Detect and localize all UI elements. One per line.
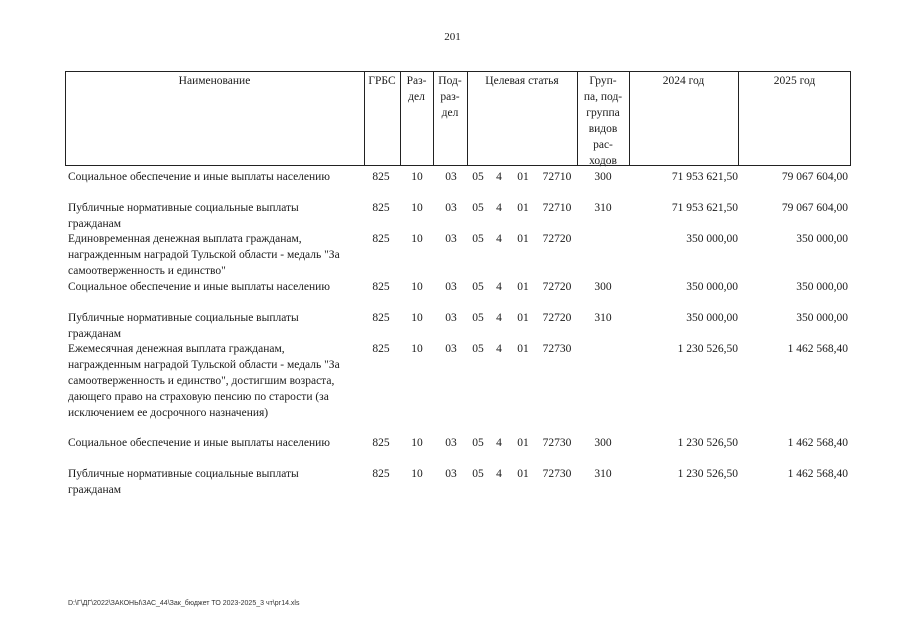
- header-year-2024: 2024 год: [662, 75, 705, 87]
- row-target-1: 05: [472, 343, 484, 355]
- row-razdel: 10: [411, 281, 423, 293]
- row-amount-2024: 350 000,00: [686, 312, 738, 324]
- header-group: [577, 73, 629, 169]
- row-target-1: 05: [472, 437, 484, 449]
- row-target-3: 01: [517, 437, 529, 449]
- row-razdel: 10: [411, 468, 423, 480]
- row-grbs: 825: [372, 233, 390, 245]
- row-podrazdel: 03: [445, 468, 457, 480]
- row-amount-2024: 1 230 526,50: [677, 468, 738, 480]
- row-name-line: самоотверженность и единство": [68, 265, 226, 277]
- header-podrazdel-line: раз-: [440, 91, 460, 103]
- row-podrazdel: 03: [445, 312, 457, 324]
- row-target-3: 01: [517, 233, 529, 245]
- row-name-line: Социальное обеспечение и иные выплаты населению: [68, 281, 330, 293]
- row-name-line: Социальное обеспечение и иные выплаты населению: [68, 171, 330, 183]
- header-razdel-line: Раз-: [406, 75, 427, 87]
- row-group: 300: [594, 437, 612, 449]
- header-razdel: [400, 73, 433, 105]
- header-podrazdel-line: Под-: [438, 75, 462, 87]
- row-grbs: 825: [372, 437, 390, 449]
- row-name-line: дающего право на страховую пенсию по старости (за: [68, 391, 329, 403]
- row-podrazdel: 03: [445, 202, 457, 214]
- row-name-line: Единовременная денежная выплата гражданам,: [68, 233, 302, 245]
- row-grbs: 825: [372, 202, 390, 214]
- row-target-1: 05: [472, 202, 484, 214]
- row-target-1: 05: [472, 312, 484, 324]
- header-grbs: ГРБС: [368, 75, 396, 87]
- row-name: [68, 200, 358, 232]
- row-razdel: 10: [411, 233, 423, 245]
- row-name: [68, 279, 358, 295]
- row-amount-2025: 1 462 568,40: [787, 437, 848, 449]
- row-target-2: 4: [496, 437, 502, 449]
- row-target-2: 4: [496, 312, 502, 324]
- row-name-line: гражданам: [68, 484, 122, 496]
- header-group-line: видов: [588, 123, 618, 135]
- row-razdel: 10: [411, 202, 423, 214]
- row-target-1: 05: [472, 468, 484, 480]
- row-amount-2024: 350 000,00: [686, 281, 738, 293]
- row-target-4: 72710: [542, 171, 572, 183]
- row-name-line: гражданам: [68, 218, 122, 230]
- row-podrazdel: 03: [445, 171, 457, 183]
- row-razdel: 10: [411, 312, 423, 324]
- header-podrazdel: [433, 73, 467, 121]
- row-target-4: 72720: [542, 312, 572, 324]
- row-name: [68, 310, 358, 342]
- row-name-line: гражданам: [68, 328, 122, 340]
- row-target-4: 72720: [542, 233, 572, 245]
- row-name-line: Ежемесячная денежная выплата гражданам,: [68, 343, 285, 355]
- row-target-1: 05: [472, 281, 484, 293]
- header-group-line: Груп-: [589, 75, 617, 87]
- header-razdel-line: дел: [408, 91, 425, 103]
- header-group-line: па, под-: [583, 91, 623, 103]
- row-target-4: 72730: [542, 468, 572, 480]
- row-amount-2025: 79 067 604,00: [781, 171, 848, 183]
- row-target-3: 01: [517, 468, 529, 480]
- row-target-3: 01: [517, 312, 529, 324]
- row-name-line: исключением ее досрочного назначения): [68, 407, 269, 419]
- row-name: [68, 169, 358, 185]
- row-name-line: Публичные нормативные социальные выплаты: [68, 202, 299, 214]
- row-group: 310: [594, 312, 612, 324]
- row-amount-2024: 1 230 526,50: [677, 437, 738, 449]
- header-group-line: рас-: [593, 139, 613, 151]
- row-grbs: 825: [372, 171, 390, 183]
- row-name-line: награжденным наградой Тульской области - медаль "За: [68, 359, 340, 371]
- header-year-2025: 2025 год: [773, 75, 816, 87]
- row-target-4: 72730: [542, 343, 572, 355]
- row-target-3: 01: [517, 281, 529, 293]
- row-name-line: Публичные нормативные социальные выплаты: [68, 468, 299, 480]
- row-amount-2025: 1 462 568,40: [787, 343, 848, 355]
- row-razdel: 10: [411, 343, 423, 355]
- row-target-2: 4: [496, 343, 502, 355]
- row-name-line: Социальное обеспечение и иные выплаты населению: [68, 437, 330, 449]
- row-target-3: 01: [517, 343, 529, 355]
- row-razdel: 10: [411, 437, 423, 449]
- footer-file-path: D:\Г\ДГ\2022\ЗАКОНЫ\ЗАС_44\Зак_бюджет ТО 2023-2025_3 чт\рг14.xls: [68, 600, 300, 607]
- row-podrazdel: 03: [445, 437, 457, 449]
- row-amount-2024: 1 230 526,50: [677, 343, 738, 355]
- row-name: [68, 231, 358, 279]
- row-grbs: 825: [372, 281, 390, 293]
- row-target-4: 72710: [542, 202, 572, 214]
- row-podrazdel: 03: [445, 343, 457, 355]
- row-name: [68, 341, 358, 421]
- row-name-line: Публичные нормативные социальные выплаты: [68, 312, 299, 324]
- row-podrazdel: 03: [445, 281, 457, 293]
- row-amount-2025: 350 000,00: [796, 281, 848, 293]
- row-target-2: 4: [496, 468, 502, 480]
- row-target-1: 05: [472, 171, 484, 183]
- row-target-2: 4: [496, 281, 502, 293]
- row-target-4: 72730: [542, 437, 572, 449]
- row-group: 310: [594, 202, 612, 214]
- row-amount-2025: 1 462 568,40: [787, 468, 848, 480]
- row-name: [68, 435, 358, 451]
- page-number: 201: [444, 31, 461, 43]
- row-grbs: 825: [372, 312, 390, 324]
- row-razdel: 10: [411, 171, 423, 183]
- row-amount-2024: 350 000,00: [686, 233, 738, 245]
- header-group-line: группа: [586, 107, 620, 119]
- row-group: 300: [594, 171, 612, 183]
- row-grbs: 825: [372, 468, 390, 480]
- row-target-3: 01: [517, 171, 529, 183]
- row-target-4: 72720: [542, 281, 572, 293]
- row-amount-2025: 79 067 604,00: [781, 202, 848, 214]
- header-podrazdel-line: дел: [441, 107, 459, 119]
- row-target-2: 4: [496, 171, 502, 183]
- row-name-line: награжденным наградой Тульской области - медаль "За: [68, 249, 340, 261]
- row-grbs: 825: [372, 343, 390, 355]
- row-amount-2025: 350 000,00: [796, 312, 848, 324]
- row-amount-2024: 71 953 621,50: [671, 202, 738, 214]
- row-amount-2025: 350 000,00: [796, 233, 848, 245]
- row-target-2: 4: [496, 233, 502, 245]
- header-name: Наименование: [178, 75, 251, 87]
- row-podrazdel: 03: [445, 233, 457, 245]
- row-name-line: самоотверженность и единство", достигшим возраста,: [68, 375, 335, 387]
- header-target: Целевая статья: [485, 75, 559, 87]
- header-group-line: ходов: [589, 155, 617, 167]
- row-amount-2024: 71 953 621,50: [671, 171, 738, 183]
- row-target-3: 01: [517, 202, 529, 214]
- row-target-2: 4: [496, 202, 502, 214]
- row-group: 300: [594, 281, 612, 293]
- row-group: 310: [594, 468, 612, 480]
- row-name: [68, 466, 358, 498]
- row-target-1: 05: [472, 233, 484, 245]
